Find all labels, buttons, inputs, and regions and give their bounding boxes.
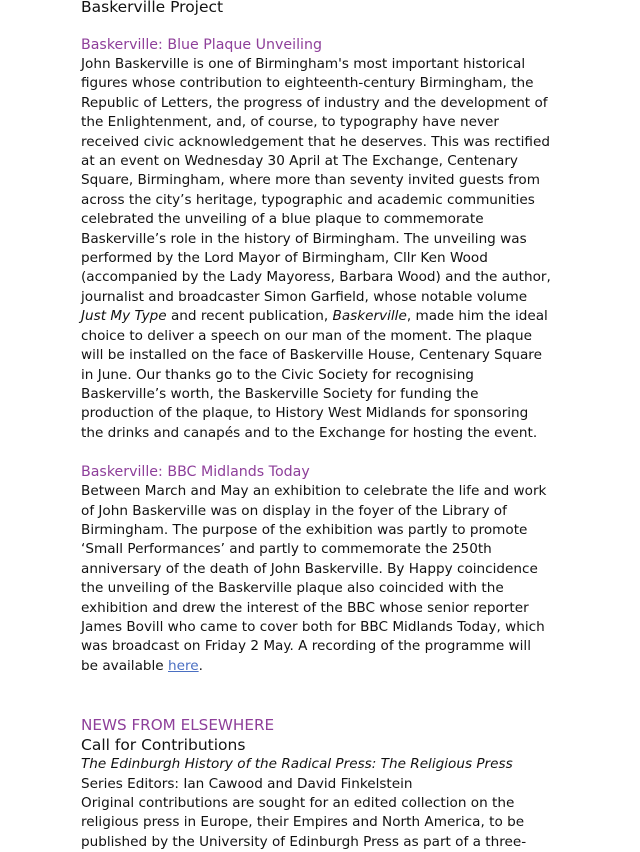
news-body: Original contributions are sought for an edited collection on the religious press in Europe, their Empires and North America, to be published by the University of Edinburgh Press as part of a three- [81, 795, 527, 850]
spacer [81, 443, 551, 463]
article-body-bbc-midlands [81, 482, 551, 676]
news-section [81, 715, 551, 852]
article-title-bbc-midlands: Baskerville: BBC Midlands Today [81, 464, 310, 481]
news-heading: NEWS FROM ELSEWHERE [81, 716, 275, 735]
book-title: The Edinburgh History of the Radical Press: The Religious Press [81, 756, 513, 773]
book-title-baskerville: Baskerville [332, 308, 407, 325]
call-for-contributions-heading: Call for Contributions [81, 736, 246, 755]
body-text: and recent publication, [166, 308, 333, 325]
newsletter-page [81, 0, 551, 852]
article-bbc-midlands [81, 463, 551, 676]
project-heading: Baskerville Project [81, 0, 224, 16]
series-editors: Series Editors: Ian Cawood and David Finkelstein [81, 775, 413, 792]
body-text: , made him the ideal choice to deliver a speech on our man of the moment. The plaque will be installed on the face of Baskerville House, Centenary Square in June. Our thanks go to the Civic Society for recognising Baskerville’s worth, the Baskerville Society for funding the production of the plaque, to History West Midlands for sponsoring the drinks and canapés and to the Exchange for hosting the event. [81, 308, 548, 441]
article-body-blue-plaque [81, 55, 551, 443]
spacer [81, 676, 551, 715]
body-text: John Baskerville is one of Birmingham's most important historical figures whose contribution to eighteenth-century Birmingham, the Republic of Letters, the progress of industry and the development of the Enlightenment, and, of course, to typography have never received civic acknowledgement that he deserves. This was rectified at an event on Wednesday 30 April at The Exchange, Centenary Square, Birmingham, where more than seventy invited guests from across the city’s heritage, typographic and academic communities celebrated the unveiling of a blue plaque to commemorate Baskerville’s role in the history of Birmingham. The unveiling was performed by the Lord Mayor of Birmingham, Cllr Ken Wood (accompanied by the Lady Mayoress, Barbara Wood) and the author, journalist and broadcaster Simon Garfield, whose notable volume [81, 56, 551, 305]
recording-link[interactable]: here [168, 657, 199, 674]
body-text: . [198, 657, 203, 674]
article-title-blue-plaque: Baskerville: Blue Plaque Unveiling [81, 37, 322, 53]
body-text: Between March and May an exhibition to celebrate the life and work of John Baskerville was on display in the foyer of the Library of Birmingham. The purpose of the exhibition was partly to promote ‘Small Performances’ and partly to commemorate the 250th anniversary of the death of John Baskerville. By Happy coincidence the unveiling of the Baskerville plaque also coincided with the exhibition and drew the interest of the BBC whose senior reporter James Bovill who came to cover both for BBC Midlands Today, which was broadcast on Friday 2 May. A recording of the programme will be available [81, 483, 547, 674]
article-blue-plaque [81, 36, 551, 443]
book-title-just-my-type: Just My Type [81, 308, 167, 325]
